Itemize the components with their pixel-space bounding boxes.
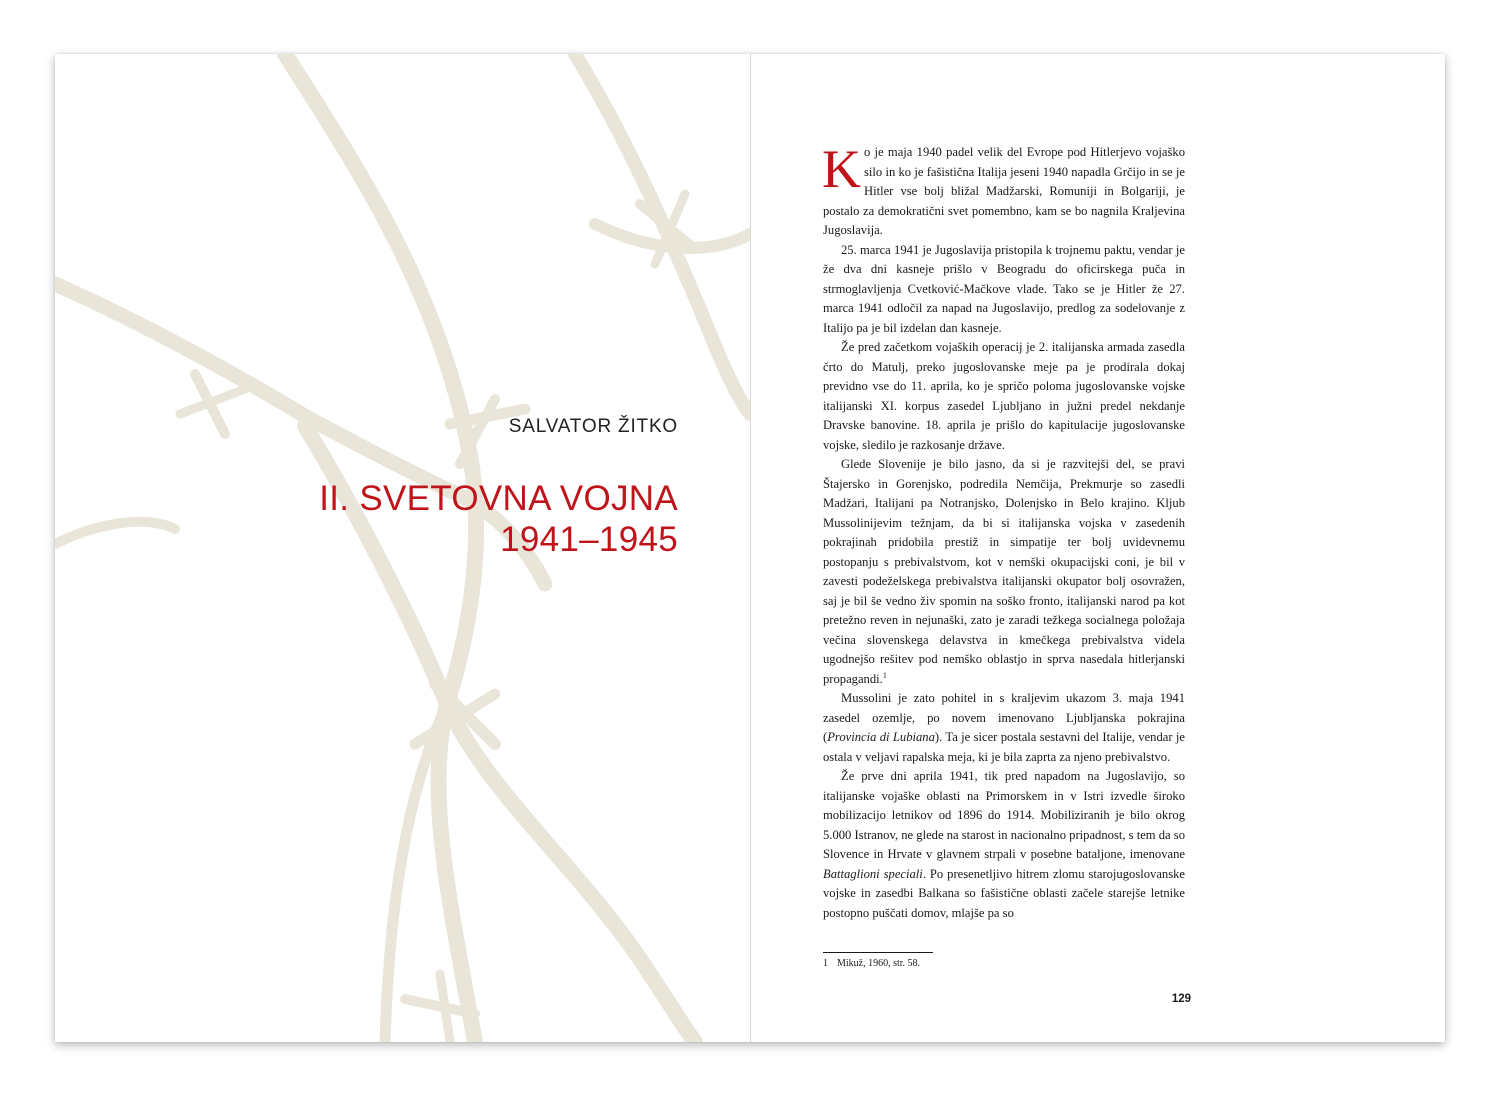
right-page (751, 54, 1445, 1042)
chapter-title-line2: 1941–1945 (500, 520, 678, 559)
author-name: SALVATOR ŽITKO (508, 416, 678, 437)
footnote (823, 958, 920, 969)
paragraph-6-text-b: . Po presenetljivo hitrem zlomu starojugoslovanske vojske in zasedbi Balkana so fašistične oblasti začele starejše letnike postopno puščati domov, mlajše pa so (823, 866, 1185, 920)
page-number: 129 (1171, 993, 1191, 1005)
footnote-text: Mikuž, 1960, str. 58. (837, 958, 921, 969)
footnote-number: 1 (823, 958, 828, 969)
paragraph-1 (822, 139, 1185, 241)
drop-cap: K (822, 139, 861, 199)
footnote-reference: 1 (882, 670, 887, 680)
paragraph-4 (823, 455, 1185, 689)
chapter-title (319, 478, 678, 560)
paragraph-2: 25. marca 1941 je Jugoslavija pristopila k trojnemu paktu, vendar je že dva dni kasneje prišlo v Beogradu do oficirskega puča in strmoglavljenja Cvetković-Mačkove vlade. Tako se je Hitler že 27. marca 1941 odločil za napad na Jugoslavijo, predlog za sodelovanje z Italijo pa je bil izdelan dan kasneje. (823, 242, 1185, 335)
paragraph-5 (823, 689, 1185, 767)
paragraph-3: Že pred začetkom vojaških operacij je 2. italijanska armada zasedla črto do Matulj, preko jugoslovanske meje pa je prodirala dokaj previdno vse do 11. aprila, ko je spričo poloma jugoslovanske vojske italijanski XI. korpus zasedel Ljubljano in južni predel nekdanje Dravske banovine. 18. aprila je prišlo do kapitulacije jugoslovanske vojske, sledilo je razkosanje države. (823, 340, 1185, 452)
paragraph-6 (823, 767, 1185, 923)
book-spread (55, 54, 1445, 1042)
body-text (822, 139, 1186, 923)
paragraph-5-text-a: Mussolini je zato pohitel in s kraljevim ukazom 3. maja 1941 zasedel ozemlje, po novem imenovano Ljubljanska pokrajina ( (823, 691, 1185, 744)
footnote-rule (823, 952, 933, 953)
paragraph-5-italic: Provincia di Lubiana (827, 730, 935, 744)
paragraph-1-text: o je maja 1940 padel velik del Evrope pod Hitlerjevo vojaško silo in ko je fašistična Italija jeseni 1940 napadla Grčijo in se je Hitler vse bolj bližal Madžarski, Romuniji in Bolgariji, je postalo za demokratični svet pomembno, kam se bo nagnila Kraljevina Jugoslavija. (823, 145, 1185, 237)
left-page (55, 54, 750, 1042)
chapter-title-line1: II. SVETOVNA VOJNA (319, 479, 678, 518)
paragraph-5-text-b: ). Ta je sicer postala sestavni del Italije, vendar je ostala v veljavi rapalska meja, ki je bila zaprta za njeno prebivalstvo. (823, 730, 1186, 764)
paragraph-6-text-a: Že prve dni aprila 1941, tik pred napadom na Jugoslavijo, so italijanske vojaške oblasti na Primorskem in v Istri izvedle široko mobilizacijo letnikov od 1896 do 1914. Mobiliziranih je bilo okrog 5.000 Istranov, ne glede na starost in nacionalno pripadnost, s tem da so Slovence in Hrvate v glavnem strpali v posebne bataljone, imenovane (823, 769, 1185, 861)
paragraph-6-italic: Battaglioni speciali (823, 866, 923, 881)
paragraph-4-text: Glede Slovenije je bilo jasno, da si je razvitejši del, se pravi Štajersko in Gorenjsko, podredila Nemčija, Prekmurje so zasedli Madžari, Italijani pa Notranjsko, Dolenjsko in Belo krajino. Kljub Mussolinijevim težnjam, da bi si italijanska vojska v zasedenih pokrajinah pridobila prestiž in simpatije ter bolj uvidevnemu postopanju s prebivalstvom, kot v nemški okupacijski coni, je bil v zavesti podeželskega prebivalstva italijanski okupator bolj osovražen, saj je bil še vedno živ spomin na soško fronto, italijanski narod pa kot pretežno reven in nejunaški, zato je zaradi težkega socialnega položaja večina slovenskega delavstva in kmečkega prebivalstva videla ugodnejšo rešitev pod nemško oblastjo in sprva nasedala hitlerjanski propagandi. (823, 457, 1185, 686)
